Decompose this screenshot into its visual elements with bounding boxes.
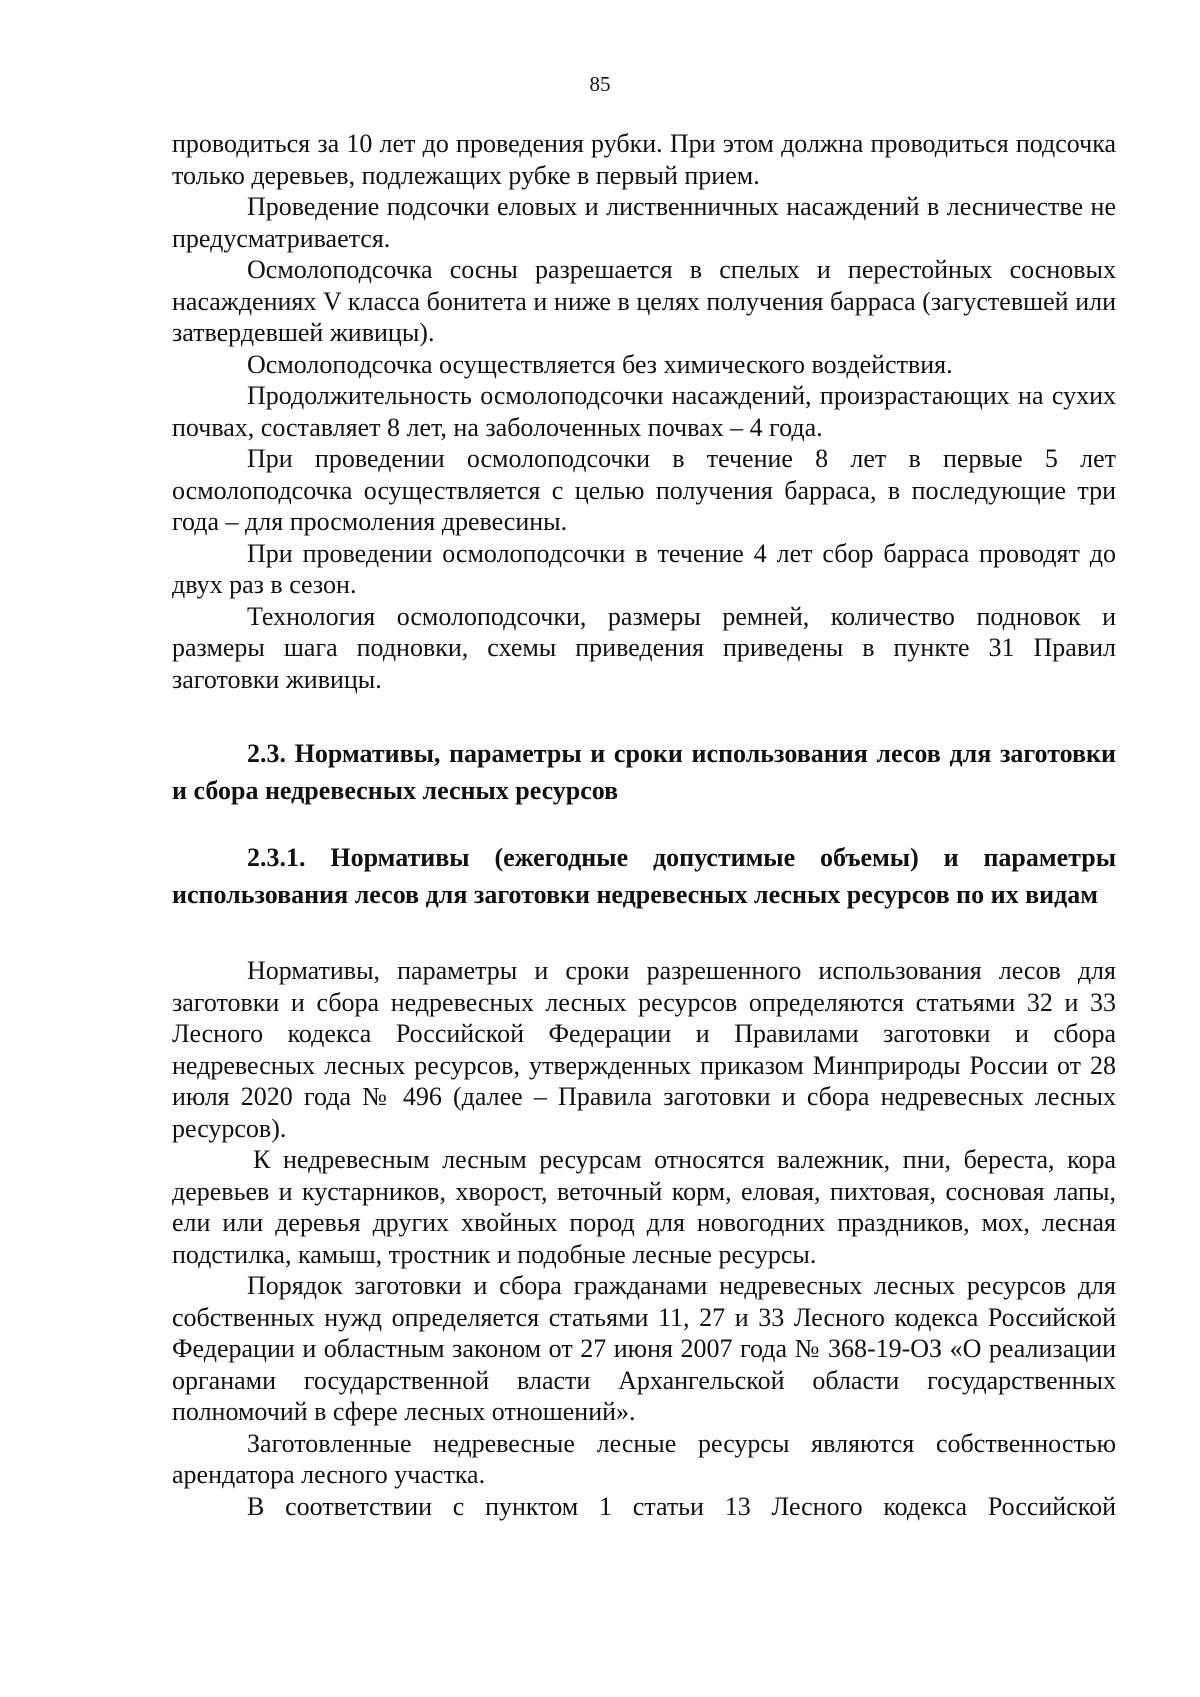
paragraph: Проведение подсочки еловых и лиственничных насаждений в лесничестве не предусматривается. xyxy=(172,192,1116,253)
paragraph: К недревесным лесным ресурсам относятся валежник, пни, береста, кора деревьев и кустарников, хворост, веточный корм, еловая, пихтовая, сосновая лапы, ели или деревья других хвойных пород для новогодних праздников, мох, лесная подстилка, камыш, тростник и подобные лесные ресурсы. xyxy=(172,1145,1116,1269)
document-body xyxy=(172,128,1116,1522)
section-heading: 2.3. Нормативы, параметры и сроки использования лесов для заготовки и сбора недревесных лесных ресурсов xyxy=(172,739,1116,805)
subsection-heading: 2.3.1. Нормативы (ежегодные допустимые объемы) и параметры использования лесов для заготовки недревесных лесных ресурсов по их видам xyxy=(172,843,1116,909)
paragraph: При проведении осмолоподсочки в течение 8 лет в первые 5 лет осмолоподсочка осуществляется с целью получения барраса, в последующие три года – для просмоления древесины. xyxy=(172,444,1116,536)
paragraph: Нормативы, параметры и сроки разрешенного использования лесов для заготовки и сбора недревесных лесных ресурсов определяются статьями 32 и 33 Лесного кодекса Российской Федерации и Правилами заготовки и сбора недревесных лесных ресурсов, утвержденных приказом Минприроды России от 28 июля 2020 года № 496 (далее – Правила заготовки и сбора недревесных лесных ресурсов). xyxy=(172,956,1116,1143)
paragraph: Заготовленные недревесные лесные ресурсы являются собственностью арендатора лесного участка. xyxy=(172,1428,1116,1489)
paragraph: При проведении осмолоподсочки в течение 4 лет сбор барраса проводят до двух раз в сезон. xyxy=(172,538,1116,599)
paragraph: Порядок заготовки и сбора гражданами недревесных лесных ресурсов для собственных нужд определяется статьями 11, 27 и 33 Лесного кодекса Российской Федерации и областным законом от 27 июня 2007 года № 368-19-ОЗ «О реализации органами государственной власти Архангельской области государственных полномочий в сфере лесных отношений». xyxy=(172,1271,1116,1426)
paragraph: проводиться за 10 лет до проведения рубки. При этом должна проводиться подсочка только деревьев, подлежащих рубке в первый прием. xyxy=(172,129,1116,190)
paragraph: Осмолоподсочка осуществляется без химического воздействия. xyxy=(247,349,953,379)
paragraph: В соответствии с пунктом 1 статьи 13 Лесного кодекса Российской xyxy=(247,1491,1116,1521)
paragraph: Продолжительность осмолоподсочки насаждений, произрастающих на сухих почвах, составляет 8 лет, на заболоченных почвах – 4 года. xyxy=(172,381,1116,442)
page-number: 85 xyxy=(589,72,611,96)
paragraph: Осмолоподсочка сосны разрешается в спелых и перестойных сосновых насаждениях V класса бонитета и ниже в целях получения барраса (загустевшей или затвердевшей живицы). xyxy=(172,255,1116,347)
paragraph: Технология осмолоподсочки, размеры ремней, количество подновок и размеры шага подновки, схемы приведения приведены в пункте 31 Правил заготовки живицы. xyxy=(172,601,1116,694)
